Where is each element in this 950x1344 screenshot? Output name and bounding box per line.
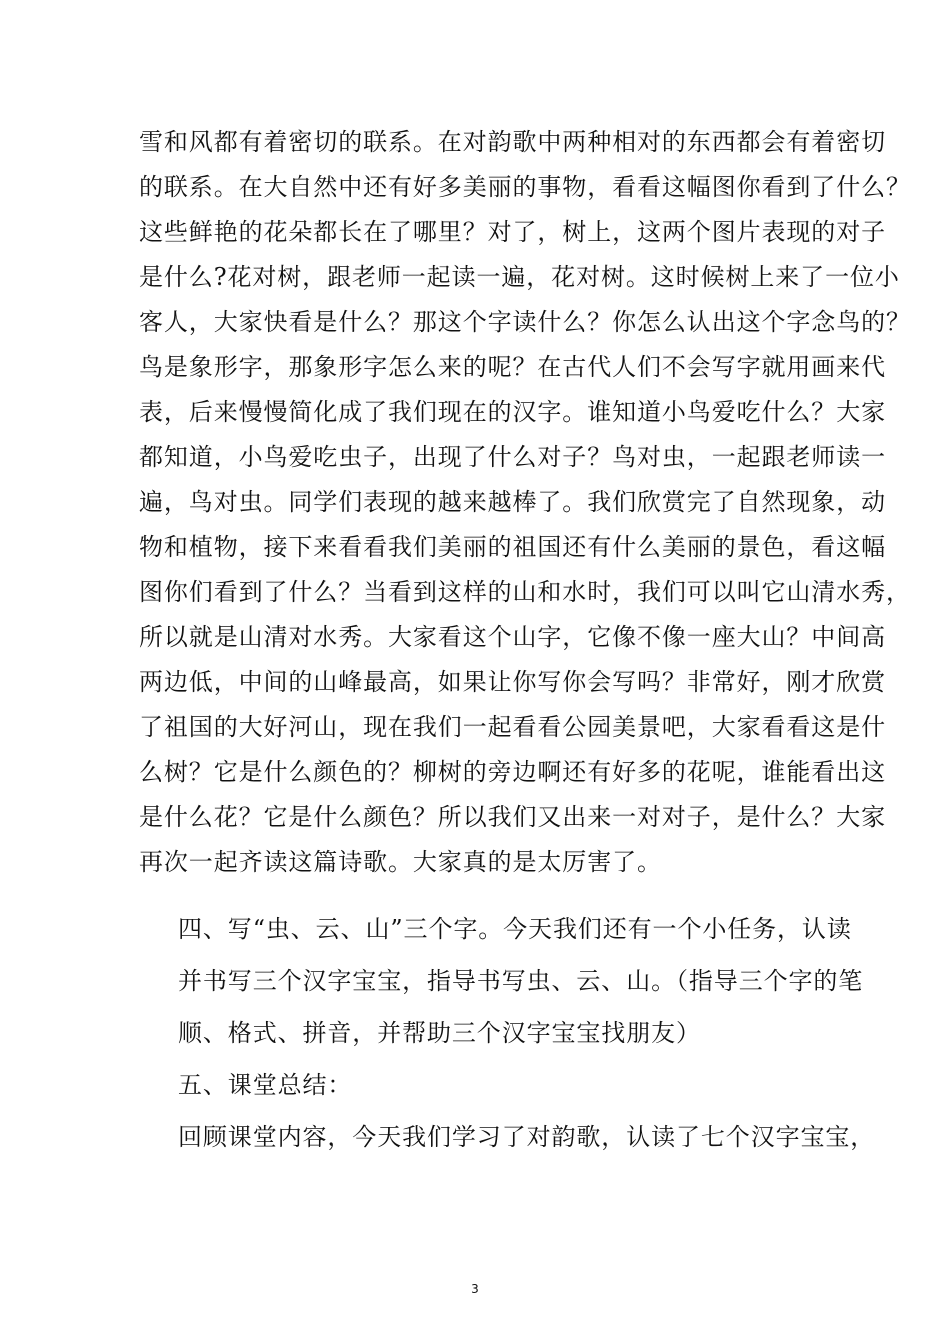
page-number: 3 [471,1282,479,1296]
body-line: 的联系。在大自然中还有好多美丽的事物，看看这幅图你看到了什么？ [139,173,911,201]
body-line: 图你们看到了什么？当看到这样的山和水时，我们可以叫它山清水秀， [139,578,911,606]
body-line: 客人，大家快看是什么？那这个字读什么？你怎么认出这个字念鸟的？ [139,308,911,336]
section-four-line: 四、写“虫、云、山”三个字。今天我们还有一个小任务，认读 [178,915,852,943]
body-line: 表，后来慢慢简化成了我们现在的汉字。谁知道小鸟爱吃什么？大家 [139,398,886,426]
body-line: 两边低，中间的山峰最高，如果让你写你会写吗？非常好，刚才欣赏 [139,668,886,696]
body-line: 物和植物，接下来看看我们美丽的祖国还有什么美丽的景色，看这幅 [139,533,886,561]
section-four-line: 顺、格式、拼音，并帮助三个汉字宝宝找朋友） [178,1019,701,1047]
body-line: 这些鲜艳的花朵都长在了哪里？对了，树上，这两个图片表现的对子 [139,218,886,246]
body-line: 么树？它是什么颜色的？柳树的旁边啊还有好多的花呢，谁能看出这 [139,758,886,786]
body-line: 再次一起齐读这篇诗歌。大家真的是太厉害了。 [139,848,662,876]
body-line: 是什么花？它是什么颜色？所以我们又出来一对对子，是什么？大家 [139,803,886,831]
section-five-heading: 五、课堂总结： [178,1071,353,1099]
body-line: 鸟是象形字，那象形字怎么来的呢？在古代人们不会写字就用画来代 [139,353,886,381]
body-line: 了祖国的大好河山，现在我们一起看看公园美景吧，大家看看这是什 [139,713,886,741]
body-line: 都知道，小鸟爱吃虫子，出现了什么对子？鸟对虫，一起跟老师读一 [139,443,886,471]
body-line: 所以就是山清对水秀。大家看这个山字，它像不像一座大山？中间高 [139,623,886,651]
section-four-line: 并书写三个汉字宝宝，指导书写虫、云、山。（指导三个字的笔 [178,967,864,995]
section-five-line: 回顾课堂内容，今天我们学习了对韵歌，认读了七个汉字宝宝， [178,1123,876,1151]
body-line: 遍，鸟对虫。同学们表现的越来越棒了。我们欣赏完了自然现象，动 [139,488,886,516]
body-line: 是什么?花对树，跟老师一起读一遍，花对树。这时候树上来了一位小 [139,263,900,291]
body-line: 雪和风都有着密切的联系。在对韵歌中两种相对的东西都会有着密切 [139,128,886,156]
